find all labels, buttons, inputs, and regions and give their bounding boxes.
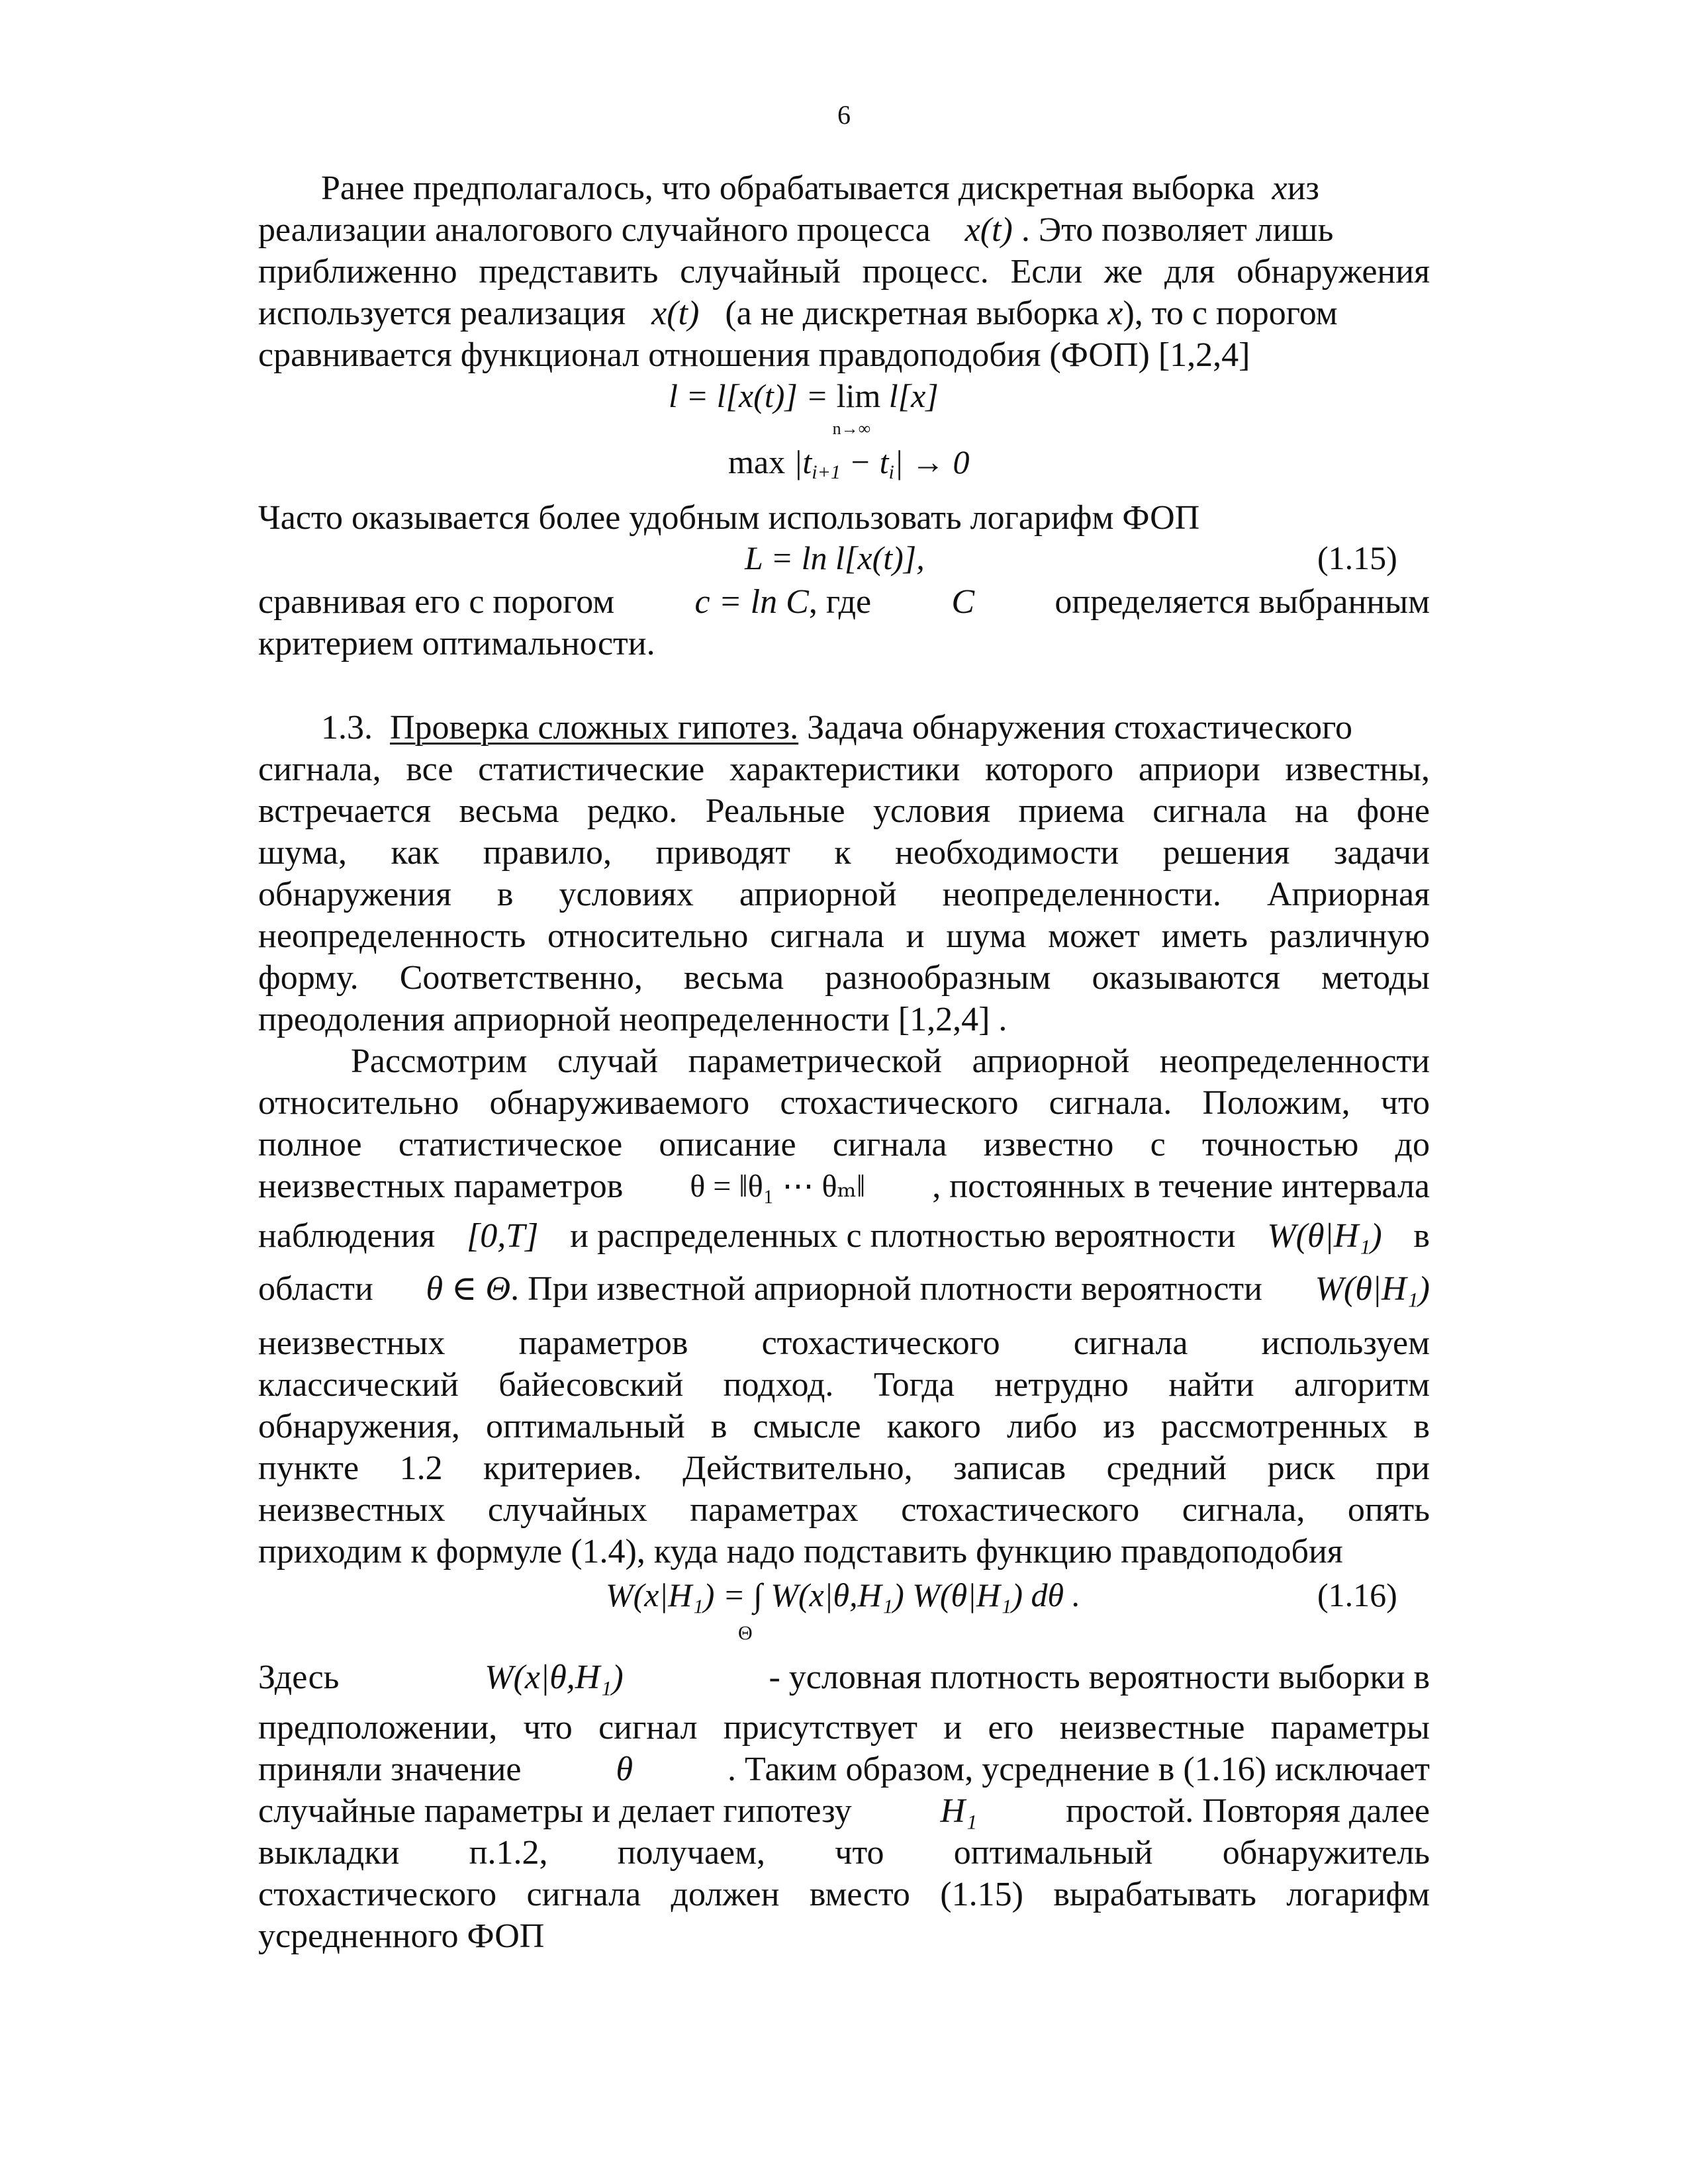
para1-line4: используется реализация x(t) (а не дискретная выборка x), то с порогом	[258, 295, 1338, 332]
para5-line6: области θ ∈ Θ. При известной априорной плотности вероятности W(θ|H₁)	[258, 1270, 1430, 1308]
para5-line4: неизвестных параметров θ = ‖θ₁ ⋯ θₘ‖ , постоянных в течение интервала	[258, 1167, 1430, 1205]
section-1-3-line6: неопределенность относительно сигнала и шума может иметь различную	[258, 917, 1430, 955]
para6-line6: стохастического сигнала должен вместо (1.15) вырабатывать логарифм	[258, 1876, 1430, 1913]
para6-line7: усредненного ФОП	[258, 1917, 545, 1955]
para5-line1: Рассмотрим случай параметрической априорной неопределенности	[351, 1042, 1430, 1080]
para1-line3: приближенно представить случайный процесс. Если же для обнаружения	[258, 253, 1430, 291]
para6-line4: случайные параметры и делает гипотезу H₁ простой. Повторяя далее	[258, 1792, 1430, 1830]
para5-line11: неизвестных случайных параметрах стохастического сигнала, опять	[258, 1491, 1430, 1529]
para1-line2: реализации аналогового случайного процесса x(t) . Это позволяет лишь	[258, 211, 1334, 249]
para3-line2: критерием оптимальности.	[258, 625, 655, 662]
section-1-3-line8: преодоления априорной неопределенности [1,2,4] .	[258, 1001, 1008, 1038]
page-number: 6	[837, 100, 851, 130]
section-1-3-line5: обнаружения в условиях априорной неопределенности. Априорная	[258, 876, 1430, 913]
para5-line3: полное статистическое описание сигнала известно с точностью до	[258, 1126, 1430, 1163]
equation-1-16-number: (1.16)	[1317, 1576, 1397, 1614]
para5-line12: приходим к формуле (1.4), куда надо подставить функцию правдоподобия	[258, 1533, 1343, 1570]
section-1-3-line4: шума, как правило, приводят к необходимости решения задачи	[258, 834, 1430, 872]
para1-line1: Ранее предполагалось, что обрабатывается дискретная выборка xиз	[321, 169, 1319, 207]
section-number: 1.3.	[321, 709, 373, 747]
equation-1-15: L = ln l[x(t)],	[745, 539, 925, 576]
para5-line10: пункте 1.2 критериев. Действительно, записав средний риск при	[258, 1449, 1430, 1487]
para6-line2: предположении, что сигнал присутствует и его неизвестные параметры	[258, 1709, 1430, 1747]
equation-1-15-number: (1.15)	[1317, 539, 1397, 576]
para6-line5: выкладки п.1.2, получаем, что оптимальный обнаружитель	[258, 1834, 1430, 1872]
para6-line1: Здесь W(x|θ,H₁) - условная плотность вероятности выборки в	[258, 1659, 1430, 1696]
para1-line5: сравнивается функционал отношения правдоподобия (ФОП) [1,2,4]	[258, 336, 1250, 374]
lim-subscript: n→∞	[832, 419, 871, 438]
integral-domain: Θ	[738, 1622, 753, 1644]
para5-line9: обнаружения, оптимальный в смысле какого либо из рассмотренных в	[258, 1408, 1430, 1445]
para5-line7: неизвестных параметров стохастического сигнала используем	[258, 1324, 1430, 1362]
section-1-3-line1: 1.3. Проверка сложных гипотез. Задача обнаружения стохастического	[321, 709, 1352, 747]
para5-line2: относительно обнаруживаемого стохастического сигнала. Положим, что	[258, 1084, 1430, 1122]
section-1-3-line3: встречается весьма редко. Реальные условия приема сигнала на фоне	[258, 792, 1430, 830]
section-1-3-line2: сигнала, все статистические характеристики которого априори известны,	[258, 751, 1430, 788]
para6-line3: приняли значение θ . Таким образом, усреднение в (1.16) исключает	[258, 1751, 1430, 1788]
equation-1-16: W(x|H₁) = ∫ W(x|θ,H₁) W(θ|H₁) dθ .	[606, 1576, 1081, 1614]
section-1-3-line7: форму. Соответственно, весьма разнообразным оказываются методы	[258, 959, 1430, 997]
formula-max-condition: $\max |t_{i+1} - t_i| \to 0$	[728, 443, 970, 483]
para5-line5: наблюдения [0,T] и распределенных с плотностью вероятности W(θ|H₁) в	[258, 1217, 1430, 1255]
section-title: Проверка сложных гипотез.	[390, 709, 799, 747]
formula-lim: l = l[x(t)] = lim n→∞ l[x]	[669, 376, 939, 416]
para3-line1: сравнивая его с порогом c = ln C, где C определяется выбранным	[258, 583, 1430, 621]
para5-line8: классический байесовский подход. Тогда нетрудно найти алгоритм	[258, 1366, 1430, 1404]
para2-line1: Часто оказывается более удобным использовать логарифм ФОП	[258, 499, 1200, 537]
